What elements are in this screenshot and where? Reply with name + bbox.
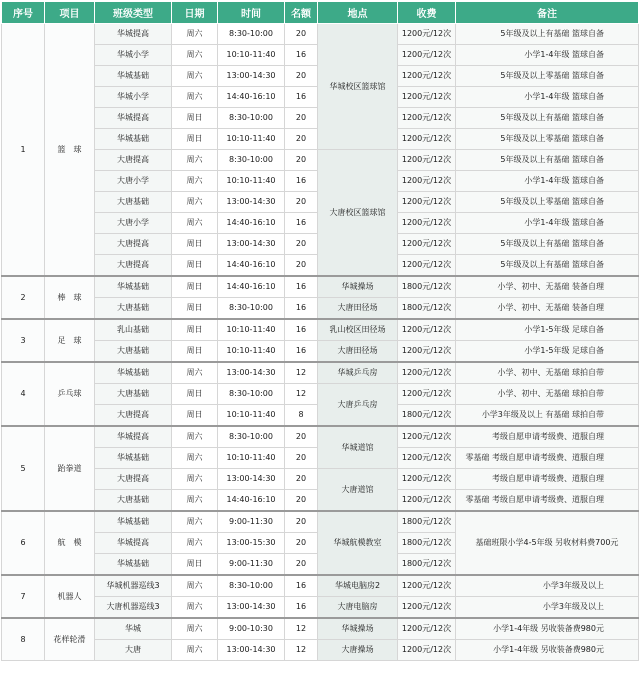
time-cell: 9:00-10:30 — [218, 618, 285, 640]
note-cell: 5年级及以上有基础 篮球自备 — [456, 108, 639, 129]
fee-cell: 1200元/12次 — [398, 426, 456, 448]
date-cell: 周六 — [172, 426, 218, 448]
date-cell: 周日 — [172, 298, 218, 320]
fee-cell: 1800元/12次 — [398, 533, 456, 554]
quota-cell: 12 — [285, 618, 318, 640]
fee-cell: 1200元/12次 — [398, 150, 456, 171]
time-cell: 8:30-10:00 — [218, 108, 285, 129]
table-row — [2, 469, 639, 490]
fee-cell: 1800元/12次 — [398, 298, 456, 320]
time-cell: 13:00-14:30 — [218, 469, 285, 490]
date-cell: 周日 — [172, 554, 218, 576]
time-cell: 8:30-10:00 — [218, 575, 285, 597]
table-row — [2, 24, 639, 45]
date-cell: 周日 — [172, 129, 218, 150]
quota-cell: 20 — [285, 234, 318, 255]
fee-cell: 1200元/12次 — [398, 192, 456, 213]
row-number: 3 — [2, 319, 45, 362]
date-cell: 周六 — [172, 171, 218, 192]
class-type: 华城基础 — [95, 276, 172, 298]
time-cell: 13:00-15:30 — [218, 533, 285, 554]
time-cell: 8:30-10:00 — [218, 384, 285, 405]
date-cell: 周六 — [172, 597, 218, 619]
date-cell: 周六 — [172, 448, 218, 469]
note-cell: 小学、初中、无基础 球拍自带 — [456, 384, 639, 405]
note-cell: 考级自愿申请考级费、道服自理 — [456, 426, 639, 448]
project-name: 棒 球 — [45, 276, 95, 319]
quota-cell: 20 — [285, 24, 318, 45]
note-cell: 小学1-4年级 另收装备费980元 — [456, 618, 639, 640]
header-location: 地点 — [318, 2, 398, 24]
class-type: 大唐机器巡线3 — [95, 597, 172, 619]
table-row — [2, 640, 639, 661]
fee-cell: 1800元/12次 — [398, 405, 456, 427]
class-type: 华城基础 — [95, 554, 172, 576]
header-note: 备注 — [456, 2, 639, 24]
project-name: 乒乓球 — [45, 362, 95, 426]
date-cell: 周六 — [172, 45, 218, 66]
time-cell: 13:00-14:30 — [218, 234, 285, 255]
class-type: 华城提高 — [95, 533, 172, 554]
date-cell: 周六 — [172, 192, 218, 213]
project-name: 航 模 — [45, 511, 95, 575]
date-cell: 周日 — [172, 255, 218, 277]
fee-cell: 1200元/12次 — [398, 341, 456, 363]
fee-cell: 1200元/12次 — [398, 469, 456, 490]
class-type: 大唐基础 — [95, 341, 172, 363]
note-cell: 5年级及以上有基础 篮球自备 — [456, 255, 639, 277]
time-cell: 14:40-16:10 — [218, 276, 285, 298]
note-cell: 零基础 考级自愿申请考级费、道服自理 — [456, 448, 639, 469]
header-no: 序号 — [2, 2, 45, 24]
date-cell: 周六 — [172, 66, 218, 87]
location-cell: 华城校区篮球馆 — [318, 24, 398, 150]
fee-cell: 1200元/12次 — [398, 66, 456, 87]
date-cell: 周六 — [172, 24, 218, 45]
fee-cell: 1200元/12次 — [398, 362, 456, 384]
location-cell: 华城操场 — [318, 276, 398, 298]
note-cell: 小学、初中、无基础 球拍自带 — [456, 362, 639, 384]
row-number: 5 — [2, 426, 45, 511]
quota-cell: 16 — [285, 87, 318, 108]
time-cell: 9:00-11:30 — [218, 554, 285, 576]
class-type: 大唐小学 — [95, 213, 172, 234]
date-cell: 周日 — [172, 108, 218, 129]
header-fee: 收费 — [398, 2, 456, 24]
quota-cell: 12 — [285, 384, 318, 405]
date-cell: 周六 — [172, 362, 218, 384]
table-row — [2, 298, 639, 320]
table-row — [2, 575, 639, 597]
quota-cell: 16 — [285, 575, 318, 597]
quota-cell: 20 — [285, 533, 318, 554]
table-row — [2, 276, 639, 298]
table-row — [2, 319, 639, 341]
class-type: 大唐基础 — [95, 192, 172, 213]
class-type: 华城 — [95, 618, 172, 640]
class-type: 大唐基础 — [95, 298, 172, 320]
time-cell: 14:40-16:10 — [218, 490, 285, 512]
row-number: 6 — [2, 511, 45, 575]
class-type: 大唐提高 — [95, 150, 172, 171]
date-cell: 周日 — [172, 319, 218, 341]
note-cell: 5年级及以上零基础 篮球自备 — [456, 129, 639, 150]
quota-cell: 20 — [285, 426, 318, 448]
time-cell: 10:10-11:40 — [218, 341, 285, 363]
class-type: 大唐提高 — [95, 405, 172, 427]
table-row — [2, 597, 639, 619]
note-cell: 5年级及以上有基础 篮球自备 — [456, 24, 639, 45]
quota-cell: 20 — [285, 448, 318, 469]
location-cell: 大唐校区篮球馆 — [318, 150, 398, 277]
location-cell: 华城电脑房2 — [318, 575, 398, 597]
location-cell: 华城操场 — [318, 618, 398, 640]
fee-cell: 1200元/12次 — [398, 448, 456, 469]
quota-cell: 20 — [285, 490, 318, 512]
note-cell: 小学1-4年级 篮球自备 — [456, 87, 639, 108]
fee-cell: 1200元/12次 — [398, 45, 456, 66]
quota-cell: 20 — [285, 511, 318, 533]
class-type: 华城基础 — [95, 129, 172, 150]
quota-cell: 20 — [285, 192, 318, 213]
class-type: 乳山基础 — [95, 319, 172, 341]
date-cell: 周日 — [172, 384, 218, 405]
fee-cell: 1200元/12次 — [398, 24, 456, 45]
time-cell: 14:40-16:10 — [218, 255, 285, 277]
header-quota: 名额 — [285, 2, 318, 24]
note-cell: 小学1-4年级 篮球自备 — [456, 213, 639, 234]
class-type: 大唐 — [95, 640, 172, 661]
time-cell: 10:10-11:40 — [218, 448, 285, 469]
note-cell: 5年级及以上零基础 篮球自备 — [456, 192, 639, 213]
location-cell: 华城航模教室 — [318, 511, 398, 575]
quota-cell: 20 — [285, 129, 318, 150]
fee-cell: 1200元/12次 — [398, 171, 456, 192]
note-cell: 基础班限小学4-5年级 另收材料费700元 — [456, 511, 639, 575]
time-cell: 14:40-16:10 — [218, 213, 285, 234]
time-cell: 14:40-16:10 — [218, 87, 285, 108]
fee-cell: 1800元/12次 — [398, 276, 456, 298]
date-cell: 周六 — [172, 511, 218, 533]
note-cell: 5年级及以上零基础 篮球自备 — [456, 66, 639, 87]
location-cell: 华城乒乓房 — [318, 362, 398, 384]
time-cell: 13:00-14:30 — [218, 362, 285, 384]
class-type: 华城机器巡线3 — [95, 575, 172, 597]
fee-cell: 1800元/12次 — [398, 554, 456, 576]
time-cell: 8:30-10:00 — [218, 24, 285, 45]
fee-cell: 1200元/12次 — [398, 129, 456, 150]
table-body — [2, 24, 639, 661]
fee-cell: 1800元/12次 — [398, 511, 456, 533]
fee-cell: 1200元/12次 — [398, 597, 456, 619]
note-cell: 小学1-4年级 篮球自备 — [456, 171, 639, 192]
time-cell: 10:10-11:40 — [218, 405, 285, 427]
class-type: 华城提高 — [95, 108, 172, 129]
date-cell: 周六 — [172, 618, 218, 640]
class-type: 华城提高 — [95, 426, 172, 448]
date-cell: 周六 — [172, 533, 218, 554]
table-row — [2, 150, 639, 171]
table-row — [2, 384, 639, 405]
fee-cell: 1200元/12次 — [398, 490, 456, 512]
fee-cell: 1200元/12次 — [398, 618, 456, 640]
date-cell: 周六 — [172, 575, 218, 597]
quota-cell: 16 — [285, 597, 318, 619]
class-type: 大唐基础 — [95, 490, 172, 512]
quota-cell: 16 — [285, 213, 318, 234]
date-cell: 周六 — [172, 150, 218, 171]
quota-cell: 12 — [285, 640, 318, 661]
header-row — [2, 2, 639, 24]
fee-cell: 1200元/12次 — [398, 640, 456, 661]
date-cell: 周六 — [172, 490, 218, 512]
time-cell: 13:00-14:30 — [218, 640, 285, 661]
location-cell: 华城道馆 — [318, 426, 398, 469]
fee-cell: 1200元/12次 — [398, 384, 456, 405]
row-number: 7 — [2, 575, 45, 618]
class-type: 华城基础 — [95, 66, 172, 87]
table-row — [2, 426, 639, 448]
header-date: 日期 — [172, 2, 218, 24]
quota-cell: 8 — [285, 405, 318, 427]
location-cell: 乳山校区田径场 — [318, 319, 398, 341]
class-type: 华城小学 — [95, 87, 172, 108]
quota-cell: 20 — [285, 150, 318, 171]
time-cell: 8:30-10:00 — [218, 426, 285, 448]
location-cell: 大唐电脑房 — [318, 597, 398, 619]
fee-cell: 1200元/12次 — [398, 319, 456, 341]
class-type: 华城基础 — [95, 362, 172, 384]
fee-cell: 1200元/12次 — [398, 87, 456, 108]
table-row — [2, 618, 639, 640]
quota-cell: 20 — [285, 554, 318, 576]
quota-cell: 16 — [285, 341, 318, 363]
header-project: 项目 — [45, 2, 95, 24]
class-type: 华城小学 — [95, 45, 172, 66]
time-cell: 13:00-14:30 — [218, 66, 285, 87]
date-cell: 周日 — [172, 234, 218, 255]
class-type: 大唐小学 — [95, 171, 172, 192]
class-type: 大唐基础 — [95, 384, 172, 405]
time-cell: 10:10-11:40 — [218, 319, 285, 341]
class-type: 华城基础 — [95, 448, 172, 469]
date-cell: 周六 — [172, 87, 218, 108]
schedule-table — [1, 1, 639, 661]
location-cell: 大唐操场 — [318, 640, 398, 661]
quota-cell: 16 — [285, 298, 318, 320]
note-cell: 小学1-4年级 另收装备费980元 — [456, 640, 639, 661]
fee-cell: 1200元/12次 — [398, 255, 456, 277]
project-name: 足 球 — [45, 319, 95, 362]
quota-cell: 16 — [285, 45, 318, 66]
note-cell: 小学1-5年级 足球自备 — [456, 341, 639, 363]
class-type: 大唐提高 — [95, 469, 172, 490]
time-cell: 13:00-14:30 — [218, 597, 285, 619]
fee-cell: 1200元/12次 — [398, 213, 456, 234]
date-cell: 周日 — [172, 405, 218, 427]
table-row — [2, 362, 639, 384]
location-cell: 大唐田径场 — [318, 341, 398, 363]
header-time: 时间 — [218, 2, 285, 24]
quota-cell: 20 — [285, 108, 318, 129]
row-number: 1 — [2, 24, 45, 277]
note-cell: 小学、初中、无基础 装备自理 — [456, 298, 639, 320]
time-cell: 10:10-11:40 — [218, 171, 285, 192]
time-cell: 10:10-11:40 — [218, 129, 285, 150]
note-cell: 小学3年级及以上 — [456, 597, 639, 619]
date-cell: 周日 — [172, 341, 218, 363]
note-cell: 小学3年级及以上 有基础 球拍自带 — [456, 405, 639, 427]
note-cell: 小学1-4年级 篮球自备 — [456, 45, 639, 66]
table-row — [2, 341, 639, 363]
class-type: 大唐提高 — [95, 255, 172, 277]
date-cell: 周日 — [172, 276, 218, 298]
date-cell: 周六 — [172, 213, 218, 234]
location-cell: 大唐田径场 — [318, 298, 398, 320]
quota-cell: 16 — [285, 276, 318, 298]
fee-cell: 1200元/12次 — [398, 108, 456, 129]
class-type: 大唐提高 — [95, 234, 172, 255]
quota-cell: 12 — [285, 362, 318, 384]
date-cell: 周六 — [172, 469, 218, 490]
project-name: 跆拳道 — [45, 426, 95, 511]
note-cell: 零基础 考级自愿申请考级费、道服自理 — [456, 490, 639, 512]
location-cell: 大唐道馆 — [318, 469, 398, 512]
quota-cell: 16 — [285, 319, 318, 341]
table-row — [2, 511, 639, 533]
header-class-type: 班级类型 — [95, 2, 172, 24]
time-cell: 8:30-10:00 — [218, 298, 285, 320]
time-cell: 13:00-14:30 — [218, 192, 285, 213]
note-cell: 小学1-5年级 足球自备 — [456, 319, 639, 341]
row-number: 4 — [2, 362, 45, 426]
class-type: 华城基础 — [95, 511, 172, 533]
quota-cell: 20 — [285, 469, 318, 490]
time-cell: 10:10-11:40 — [218, 45, 285, 66]
project-name: 机器人 — [45, 575, 95, 618]
note-cell: 考级自愿申请考级费、道服自理 — [456, 469, 639, 490]
quota-cell: 20 — [285, 66, 318, 87]
row-number: 8 — [2, 618, 45, 661]
note-cell: 小学3年级及以上 — [456, 575, 639, 597]
fee-cell: 1200元/12次 — [398, 575, 456, 597]
note-cell: 小学、初中、无基础 装备自理 — [456, 276, 639, 298]
quota-cell: 20 — [285, 255, 318, 277]
note-cell: 5年级及以上有基础 篮球自备 — [456, 150, 639, 171]
location-cell: 大唐乒乓房 — [318, 384, 398, 427]
time-cell: 9:00-11:30 — [218, 511, 285, 533]
quota-cell: 16 — [285, 171, 318, 192]
note-cell: 5年级及以上有基础 篮球自备 — [456, 234, 639, 255]
project-name: 篮 球 — [45, 24, 95, 277]
project-name: 花样轮滑 — [45, 618, 95, 661]
date-cell: 周六 — [172, 640, 218, 661]
class-type: 华城提高 — [95, 24, 172, 45]
fee-cell: 1200元/12次 — [398, 234, 456, 255]
time-cell: 8:30-10:00 — [218, 150, 285, 171]
row-number: 2 — [2, 276, 45, 319]
